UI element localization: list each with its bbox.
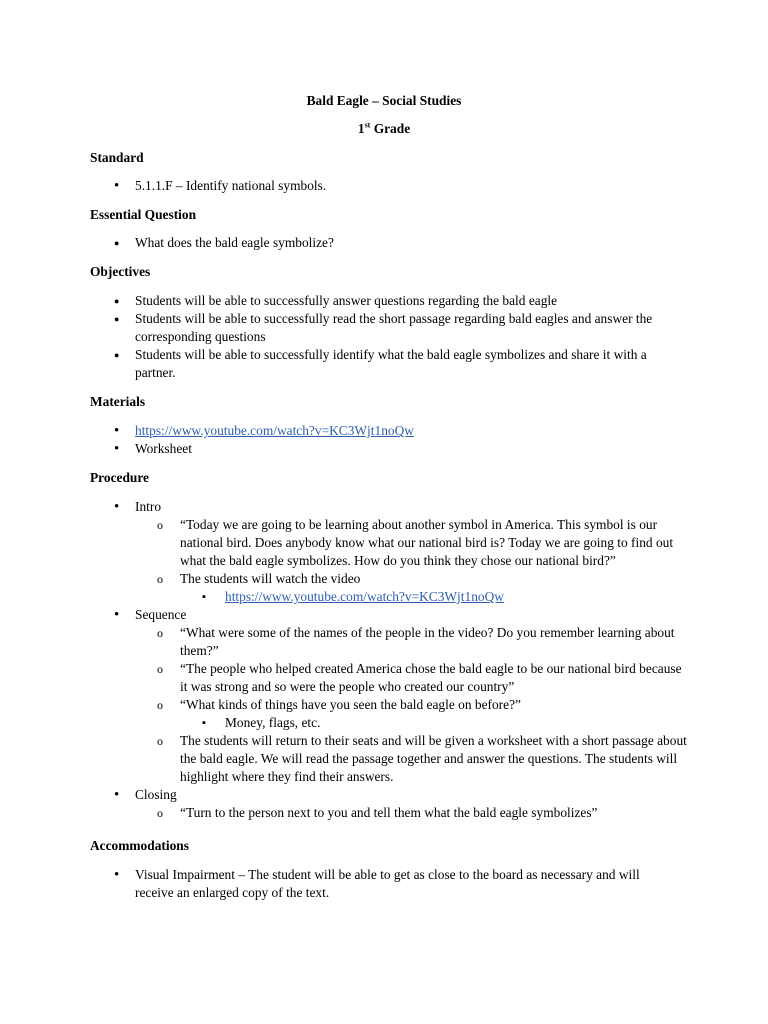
answer-sublist xyxy=(180,714,690,732)
intro-label: Intro xyxy=(135,499,162,514)
procedure-sequence xyxy=(90,606,690,786)
grade-suffix: st xyxy=(364,120,371,130)
list-item xyxy=(90,422,690,440)
sequence-sublist xyxy=(135,624,690,786)
list-item: • Worksheet xyxy=(90,440,690,458)
standard-list xyxy=(90,177,690,195)
list-item: o “Today we are going to be learning about another symbol in America. This symbol is our national bird. Does anybody know what our national bird is? Today we are going to find out what the bald eagle symbolizes. How do you think they chose our national bird?” xyxy=(135,516,690,570)
list-item: o “What were some of the names of the people in the video? Do you remember learning about them?” xyxy=(135,624,690,660)
video-instruction: The students will watch the video xyxy=(180,571,361,586)
grade-label: Grade xyxy=(370,121,411,136)
procedure-list xyxy=(90,498,690,822)
list-item: ● What does the bald eagle symbolize? xyxy=(90,234,690,252)
list-item: ● Students will be able to successfully identify what the bald eagle symbolizes and share it with a partner. xyxy=(90,346,680,382)
list-item: ● Students will be able to successfully read the short passage regarding bald eagles and answer the corresponding questions xyxy=(90,310,680,346)
procedure-closing xyxy=(90,786,690,822)
video-sublist xyxy=(180,588,690,606)
procedure-video-link[interactable]: https://www.youtube.com/watch?v=KC3Wjt1noQw xyxy=(225,589,504,604)
list-item: o “Turn to the person next to you and tell them what the bald eagle symbolizes” xyxy=(135,804,690,822)
sequence-label: Sequence xyxy=(135,607,187,622)
grade-number: 1 xyxy=(357,121,365,136)
closing-label: Closing xyxy=(135,787,177,802)
accommodations-heading: Accommodations xyxy=(90,838,189,853)
objectives-list xyxy=(90,292,680,382)
intro-sublist xyxy=(135,516,690,606)
sequence-question: “What kinds of things have you seen the bald eagle on before?” xyxy=(180,697,521,712)
essential-question-heading: Essential Question xyxy=(90,207,197,222)
materials-heading: Materials xyxy=(90,394,146,409)
standard-heading: Standard xyxy=(90,150,144,165)
accommodations-list xyxy=(90,866,680,902)
list-item: • 5.1.1.F – Identify national symbols. xyxy=(90,177,690,195)
list-item: o The students will return to their seats and will be given a worksheet with a short passage about the bald eagle. We will read the passage together and answer the questions. The students will highlight where they find their answers. xyxy=(135,732,690,786)
list-item: • Visual Impairment – The student will be able to get as close to the board as necessary and will receive an enlarged copy of the text. xyxy=(90,866,680,902)
grade-level xyxy=(0,120,768,138)
video-link[interactable]: https://www.youtube.com/watch?v=KC3Wjt1noQw xyxy=(135,423,414,438)
closing-sublist xyxy=(135,804,690,822)
list-item: o “The people who helped created America chose the bald eagle to be our national bird because it was strong and so were the people who created our country” xyxy=(135,660,690,696)
list-item xyxy=(135,696,690,732)
list-item: ● Students will be able to successfully answer questions regarding the bald eagle xyxy=(90,292,680,310)
list-item xyxy=(180,588,690,606)
list-item: ▪ Money, flags, etc. xyxy=(180,714,690,732)
essential-question-list xyxy=(90,234,690,252)
objectives-heading: Objectives xyxy=(90,264,151,279)
list-item xyxy=(135,570,690,606)
procedure-heading: Procedure xyxy=(90,470,150,485)
materials-list xyxy=(90,422,690,458)
document-title: Bald Eagle – Social Studies xyxy=(306,93,462,108)
procedure-intro xyxy=(90,498,690,606)
